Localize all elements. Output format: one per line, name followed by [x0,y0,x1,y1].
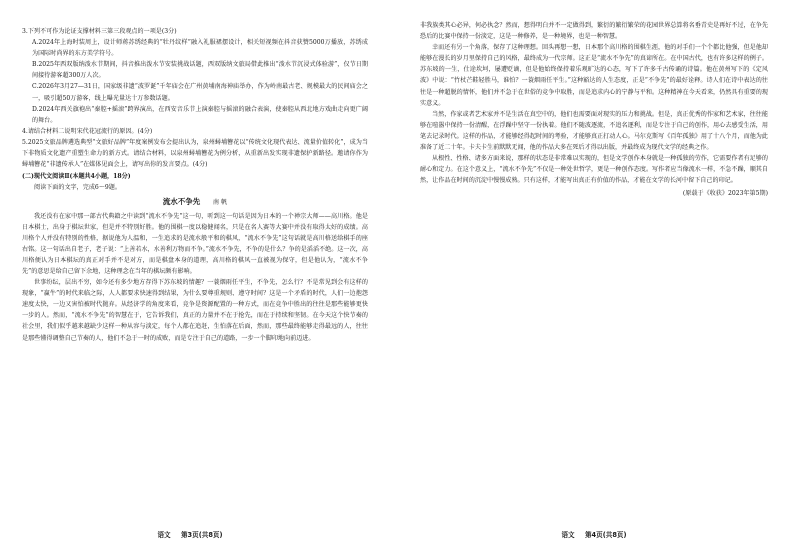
section-heading: (二)现代文阅读Ⅱ(本题共4小题，18分) [22,173,131,181]
question-3-option-d: D.2024年西关旗袍出“秦腔+摇滚”跨界演出，在西安音乐节上演秦腔与摇滚的融合表演，使秦腔从西北地方戏曲走向更广阔的舞台。 [32,105,368,124]
question-4: 4.请结合材料二说明宋代花冠流行的原因。(4分) [22,127,153,135]
right-page [404,0,784,551]
article-paragraph: 世事纷纭，层出不穷，如今还有多少地方存得下苏东坡的情趣？一蓑烟雨任平生，不争先，怎么行？不是常见到会有这样的现象，“赢牛”的时代来临之际，人人都要求快速得到结果，为什么要尊重规则、遵守时间？这是一个矛盾的时代，人们一边抱怨速度太快，一边又害怕被时代抛弃。从经济学的角度来看，竞争是资源配置的一种方式，而在竞争中胜出的往往是那些能够更快一步的人。然而，“流水不争先”的智慧在于，它告诉我们，真正的力量并不在于抢先，而在于持续和坚韧。在今天这个快节奏的社会里，我们似乎越来越缺少这样一种从容与淡定，每个人都在追赶，生怕落在后面，然而，那些最终能够走得最远的人，往往是那些懂得调整自己节奏的人，他们不急于一时的成败，而是专注于自己的道路，一步一个脚印地向前迈进。 [22,279,368,342]
article-title-line [22,196,368,208]
article-author: 南 帆 [212,199,228,207]
page-footer [0,530,380,541]
question-3-option-a: A.2024年上海时装周上，设计师蒋苏绣经典的“牡丹纹样”融入礼服裙摆设计，相关短视频在抖音获赞5000万播放，苏绣成为国际时尚界的东方美学符号。 [32,39,368,58]
footer-page-number: 第4页(共8页) [584,530,627,539]
article-paragraph: 当然，作家或者艺术家并不是生活在真空中的，他们也需要面对现实的压力和挑战。但是，真正优秀的作家和艺术家，往往能够在喧嚣中保持一份清醒，在浮躁中坚守一份执着。他们不随波逐流，不追名逐利，而是专注于自己的创作，用心去感受生活，用笔去记录时代。这样的作品，才能够经得起时间的考验，才能够真正打动人心。马尔克斯写《百年孤独》用了十八个月，而他为此准备了近二十年。卡夫卡生前默默无闻，他的作品大多在死后才得以出版，并最终成为现代文学的经典之作。 [420,110,768,152]
article-title: 流水不争先 [162,197,201,207]
article-paragraph: 从根性、性格、诸多方面来说，那样的状态是非常难以实现的，但是文学创作本身就是一种孤独的劳作，它需要作者有足够的耐心和定力。在这个意义上，“流水不争先”不仅是一种处世哲学，更是一种创作态度。写作者应当像流水一样，不急不躁，顺其自然，让作品在时间的沉淀中慢慢成熟。只有这样，才能写出真正有价值的作品，才能在文学的长河中留下自己的印记。 [420,155,768,185]
article-paragraph: 幸而还有另一个角落，保存了这种理想。回头再想一想，日本那个高川格的围棋生涯，他的对手们一个个都比他强，但是他却能够在漫长的岁月里保持自己的风格，最终成为一代宗师。这正是“流水不争先”的真谛所在。在中国古代，也有许多这样的例子。苏东坡的一生，仕途坎坷，屡遭贬谪，但是他始终保持着乐观旷达的心态，写下了许多千古传诵的诗篇。他在黄州写下的《定风波》中说：“竹杖芒鞋轻胜马，谁怕？一蓑烟雨任平生。”这种豁达的人生态度，正是“不争先”的最好诠释。诗人们在诗中表达的往往是一种超脱的情怀，他们并不急于在世俗的竞争中取胜，而是追求内心的宁静与平和。这种精神在今天看来，仍然具有重要的现实意义。 [420,44,768,107]
article-source: (原载于《收获》2023年第5期) [682,190,768,198]
question-3-option-b: B.2025年西双版纳泼水节期间，抖音推出泼水节安装挑战话题，西双版纳文旅局借此推出“泼水节沉浸式体验游”，仅节日期间接待游客超300万人次。 [32,61,368,80]
article-paragraph: 我还没有在家中那一部古代典籍之中读到“流水不争先”这一句，听到这一句话是因为日本的一个禅宗大师——高川格。他是日本棋士，出身于棋坛世家，但是并不特别好胜。他的围棋一度以稳健闻名，只是在名人赛等大赛中并没有取得太好的成绩。高川格个人并没有特别的性格，据说他为人温和，一生追求的是流水般平和的棋风，“流水不争先”这句话就是高川格送给棋手的座右铭。这一句话出自老子，老子说：“上善若水，水善利万物而不争。”流水不争先，不争的是什么？争的是滔滔不绝。这一次，高川格便认为日本棋坛的真正对手并不是对方，而是棋盘本身的道理，高川格的棋风一直被视为保守，但是他认为，“流水不争先”的意思是给自己留下余地，这种理念在当年的棋坛颇有影响。 [22,212,368,275]
question-3-stem: 3.下列不可作为论证支撑材料三第三段观点的一项是(3分) [22,28,177,35]
left-page [0,0,380,551]
article-paragraph: 非我族类其心必异，何必执念？然而，想得明白并不一定做得到，繁衍的繁衍繁荣的花园世界总算将名垂青史是再好不过，在争先恐后的比赛中保持一份淡定，这是一种修养，是一种境界，也是一种智慧。 [420,22,768,41]
question-5: 5.2025文旅品牌遴选典型“文旅好品牌”年度案例发布会提出认为，泉州蟳埔簪花以“传统文化现代表达、流量价值转化”，成为当下非物质文化遗产重塑生命力的新方式。请结合材料，以泉州蟳埔簪花为例分析，从重新出发实现非遗保护新路径。邀请你作为蟳埔簪花“非遗传承人”在媒体见面会上，请写出你的发言要点。(4分) [22,138,368,169]
footer-subject: 语文 [157,530,171,539]
reading-instruction: 阅读下面的文字，完成6～9题。 [34,184,121,192]
footer-page-number: 第3页(共8页) [180,530,223,539]
question-3-option-c: C.2026年3月27—31日，国家级非遗“波罗诞”千年庙会在广州黄埔南海神庙举办，作为岭南最古老、规模最大的民间庙会之一，吸引超50万游客，线上曝光量达十万参数话题。 [32,83,368,102]
footer-subject: 语文 [561,530,575,539]
page-footer [404,530,784,541]
